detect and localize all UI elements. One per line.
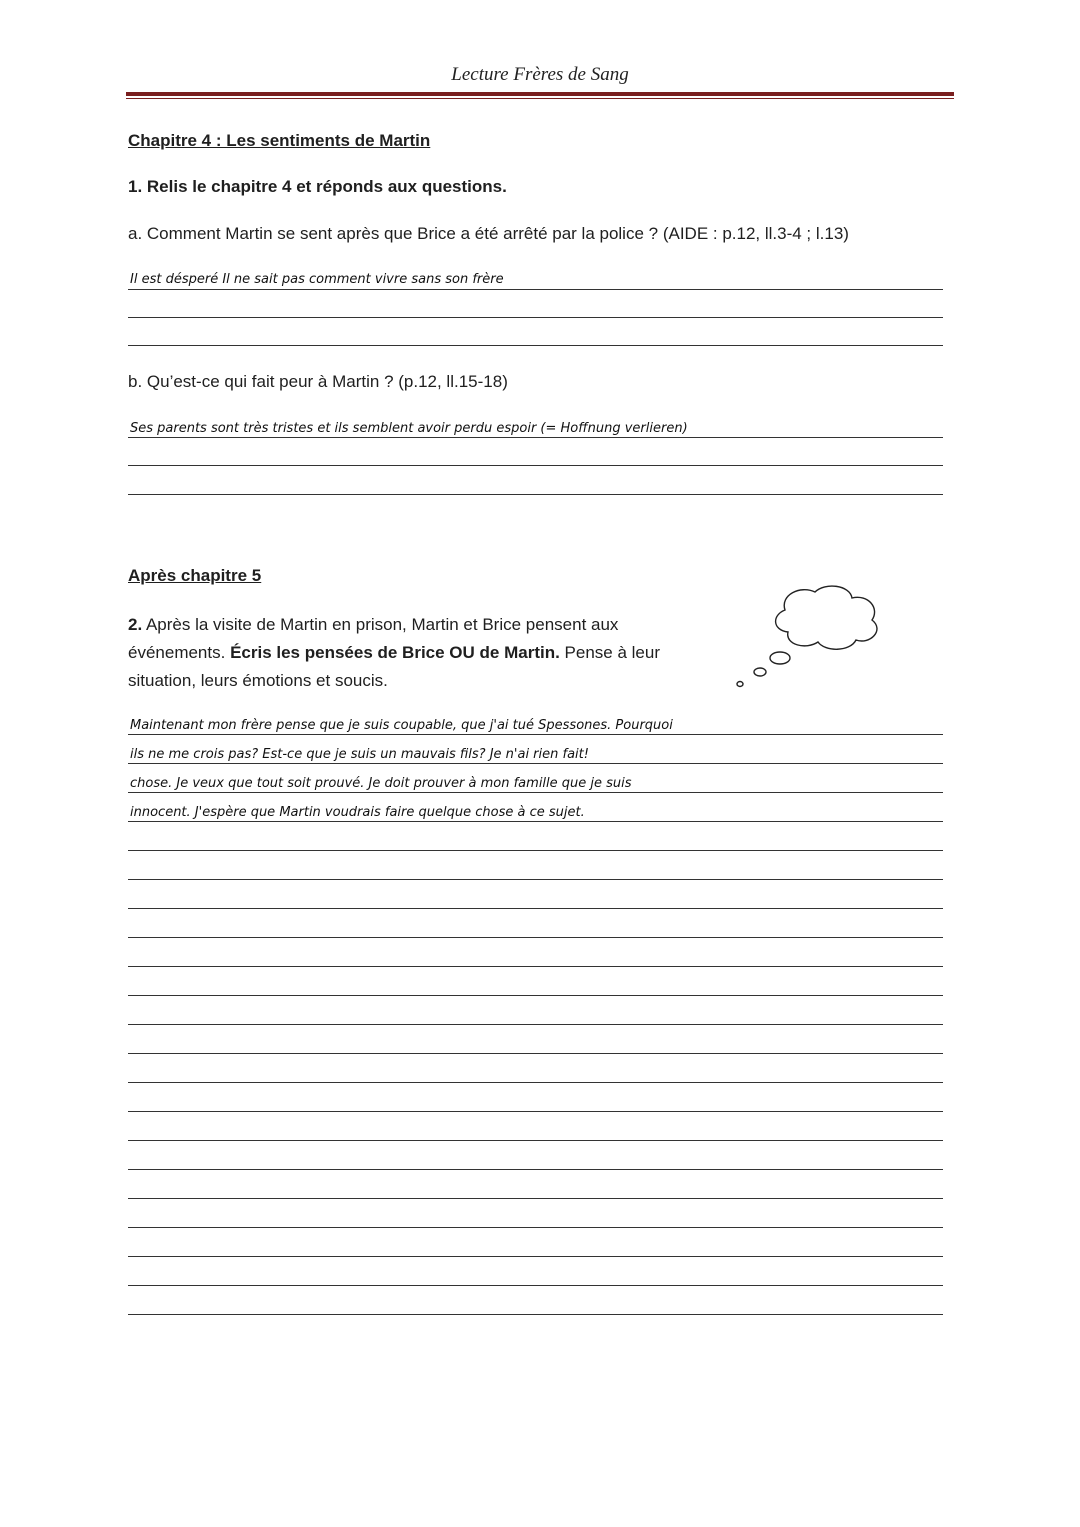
question-2 [128, 611, 688, 695]
chapter5-title: Après chapitre 5 [128, 566, 262, 585]
answer-line [128, 966, 943, 967]
answer-line [128, 792, 943, 793]
answer-line [128, 879, 943, 880]
answer-line [128, 1314, 943, 1315]
answer-line [128, 1082, 943, 1083]
answer-line [128, 317, 943, 318]
answer-a-handwriting[interactable]: Il est désperé Il ne sait pas comment vivre sans son frère [130, 272, 504, 287]
answer-line [128, 1169, 943, 1170]
question-b: b. Qu’est-ce qui fait peur à Martin ? (p.12, ll.15-18) [128, 372, 508, 391]
answer-line [128, 345, 943, 346]
answer-line [128, 763, 943, 764]
question-2-text-part2: Pense à leur situation, leurs émotions et soucis. [128, 643, 660, 690]
answer-line [128, 1111, 943, 1112]
answer-2-line-1[interactable]: Maintenant mon frère pense que je suis coupable, que j'ai tué Spessones. Pourquoi [130, 718, 673, 733]
answer-line [128, 937, 943, 938]
thought-bubble-icon [730, 580, 910, 690]
answer-line [128, 908, 943, 909]
answer-line [128, 1053, 943, 1054]
answer-line [128, 734, 943, 735]
answer-line [128, 1140, 943, 1141]
answer-b-handwriting[interactable]: Ses parents sont très tristes et ils semblent avoir perdu espoir (= Hoffnung verlieren) [130, 421, 688, 436]
answer-line [128, 821, 943, 822]
answer-line [128, 437, 943, 438]
chapter4-title: Chapitre 4 : Les sentiments de Martin [128, 131, 431, 150]
answer-2-line-3[interactable]: chose. Je veux que tout soit prouvé. Je doit prouver à mon famille que je suis [130, 776, 632, 791]
answer-line [128, 1198, 943, 1199]
question-2-text-part1: Après la visite de Martin en prison, Martin et Brice pensent aux événements. [128, 615, 619, 662]
answer-line [128, 1024, 943, 1025]
answer-line [128, 1227, 943, 1228]
answer-2-line-2[interactable]: ils ne me crois pas? Est-ce que je suis un mauvais fils? Je n'ai rien fait! [130, 747, 589, 762]
answer-line [128, 465, 943, 466]
answer-line [128, 1285, 943, 1286]
answer-line [128, 850, 943, 851]
answer-2-line-4[interactable]: innocent. J'espère que Martin voudrais faire quelque chose à ce sujet. [130, 805, 585, 820]
question-2-bold-instruction: Écris les pensées de Brice OU de Martin. [230, 643, 560, 662]
answer-line [128, 1256, 943, 1257]
question-2-number: 2. [128, 615, 143, 634]
header-rule [126, 92, 954, 96]
header-rule-thin [126, 98, 954, 99]
page-header-title: Lecture Frères de Sang [451, 64, 629, 85]
answer-line [128, 494, 943, 495]
answer-line [128, 995, 943, 996]
answer-line [128, 289, 943, 290]
question-a: a. Comment Martin se sent après que Brice a été arrêté par la police ? (AIDE : p.12, ll.3-4 ; l.13) [128, 224, 849, 243]
chapter4-instruction: 1. Relis le chapitre 4 et réponds aux questions. [128, 177, 507, 196]
